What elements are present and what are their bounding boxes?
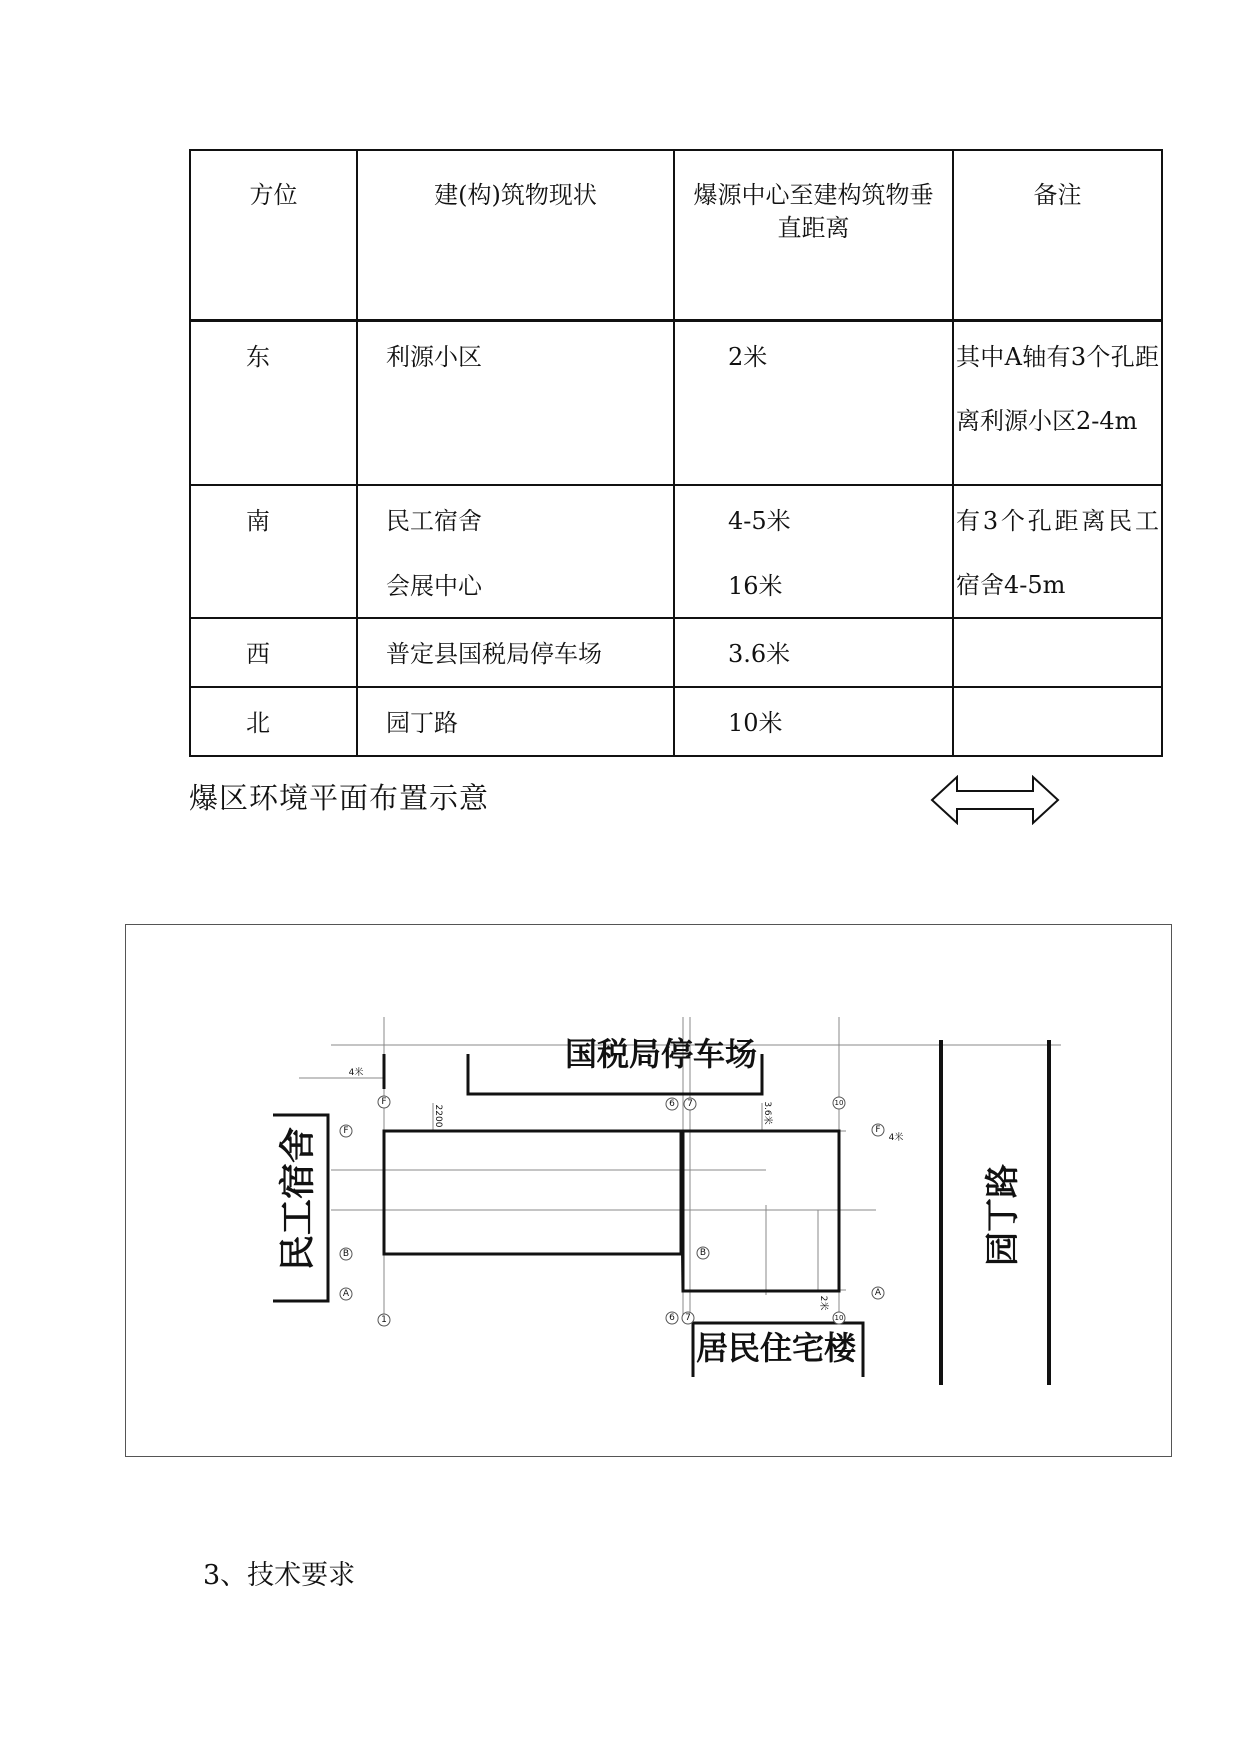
cell-building: 普定县国税局停车场	[357, 618, 674, 687]
axis-label: 6	[669, 1313, 675, 1323]
distance-line: 4-5米	[728, 506, 791, 535]
dim-label: 4米	[348, 1068, 364, 1078]
section-heading: 3、技术要求	[203, 1560, 356, 1591]
dim-label: 2米	[818, 1295, 828, 1311]
remark-text: 有3个孔距离民工宿舍4-5m	[956, 506, 1159, 599]
cell-remark	[953, 485, 1162, 618]
table-row	[190, 485, 1162, 618]
cell-remark	[953, 321, 1162, 485]
cell-distance: 2米	[674, 321, 953, 485]
cell-direction: 南	[190, 485, 357, 618]
label-dorm: 民工宿舍	[277, 1126, 319, 1272]
label-parking: 国税局停车场	[564, 1035, 758, 1073]
axis-label: 10	[834, 1314, 844, 1322]
site-layout-diagram	[125, 924, 1172, 1457]
dim-label: 3.6米	[762, 1101, 772, 1125]
building-line: 会展中心	[386, 571, 482, 600]
cell-remark	[953, 618, 1162, 687]
axis-label: B	[342, 1249, 350, 1259]
axis-label: A	[874, 1288, 882, 1298]
table-row	[190, 618, 1162, 687]
diagram-caption: 爆区环境平面布置示意	[189, 781, 490, 815]
cell-direction: 北	[190, 687, 357, 756]
remark-text: 其中A轴有3个孔距离利源小区2-4m	[956, 343, 1159, 435]
building-line: 民工宿舍	[386, 506, 482, 535]
axis-label: 10	[834, 1099, 844, 1107]
cell-remark	[953, 687, 1162, 756]
cell-building	[357, 485, 674, 618]
axis-label: 7	[687, 1099, 693, 1109]
dim-label: 2200	[433, 1104, 443, 1128]
cell-direction: 西	[190, 618, 357, 687]
axis-label: 7	[685, 1313, 691, 1323]
cell-building: 利源小区	[357, 321, 674, 485]
axis-label: F	[343, 1126, 349, 1136]
label-road: 园丁路	[983, 1164, 1023, 1266]
cell-distance: 10米	[674, 687, 953, 756]
distance-line: 16米	[728, 571, 783, 600]
axis-label: 6	[669, 1099, 675, 1109]
axis-label: 1	[381, 1315, 387, 1325]
double-arrow-icon	[930, 775, 1060, 825]
cell-building: 园丁路	[357, 687, 674, 756]
axis-label: A	[342, 1289, 350, 1299]
cell-distance: 3.6米	[674, 618, 953, 687]
dim-label: 4米	[888, 1133, 904, 1143]
table-header-row	[190, 150, 1162, 321]
distance-table	[189, 149, 1163, 757]
header-remark: 备注	[953, 150, 1162, 321]
cell-direction: 东	[190, 321, 357, 485]
axis-label: B	[699, 1248, 707, 1258]
axis-label: F	[875, 1125, 881, 1135]
header-direction: 方位	[190, 150, 357, 321]
label-residential: 居民住宅楼	[695, 1329, 857, 1367]
axis-label: F	[381, 1097, 387, 1107]
table-row	[190, 687, 1162, 756]
blast-area-outline	[384, 1131, 839, 1291]
header-building: 建(构)筑物现状	[357, 150, 674, 321]
cell-distance	[674, 485, 953, 618]
table-row	[190, 321, 1162, 485]
header-distance: 爆源中心至建构筑物垂直距离	[674, 150, 953, 321]
